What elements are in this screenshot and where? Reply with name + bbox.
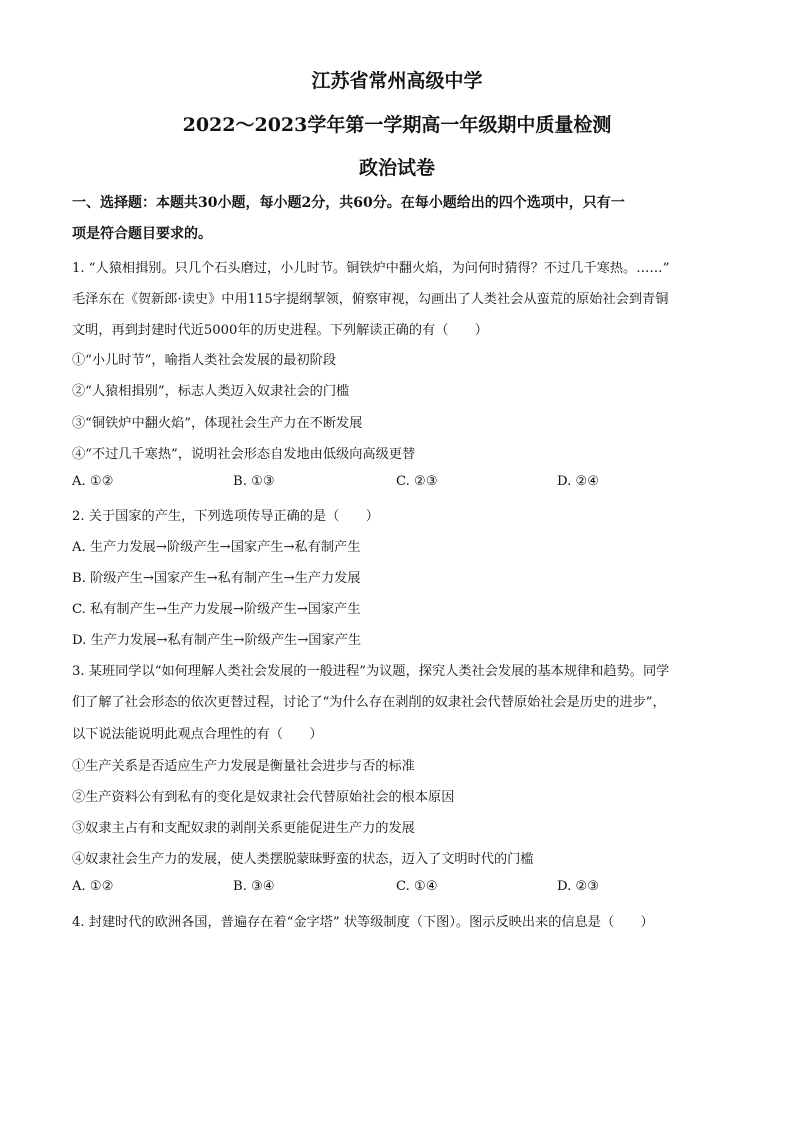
q3-option-d: D. ②③ — [557, 879, 600, 894]
q1-option-a: A. ①② — [72, 474, 114, 489]
q1-option-c: C. ②③ — [396, 474, 438, 489]
q1-stem-line-3: 文明，再到封建时代近5000年的历史进程。下列解读正确的有（ ） — [72, 323, 488, 338]
q1-stem-line-2: 毛泽东在《贺新郎·读史》中用115字提纲挈领，俯察审视，勾画出了人类社会从蛮荒的原始社会到青铜 — [72, 292, 669, 307]
q3-stem-line-3: 以下说法能说明此观点合理性的有（ ） — [72, 727, 323, 742]
q3-stem-line-1: 3. 某班同学以“如何理解人类社会发展的一般进程”为议题，探究人类社会发展的基本规律和趋势。同学 — [72, 664, 670, 679]
q1-statement-3: ③“铜铁炉中翻火焰”，体现社会生产力在不断发展 — [72, 416, 363, 431]
q2-option-c: C. 私有制产生→生产力发展→阶级产生→国家产生 — [72, 602, 361, 617]
section-instruction-line-2: 项是符合题目要求的。 — [72, 226, 212, 242]
q3-statement-1: ①生产关系是否适应生产力发展是衡量社会进步与否的标准 — [72, 759, 415, 774]
school-title: 江苏省常州高级中学 — [311, 70, 483, 92]
q3-statement-2: ②生产资料公有到私有的变化是奴隶社会代替原始社会的根本原因 — [72, 790, 455, 805]
q3-statement-4: ④奴隶社会生产力的发展，使人类摆脱蒙昧野蛮的状态，迈入了文明时代的门槛 — [72, 852, 534, 867]
q2-stem: 2. 关于国家的产生，下列选项传导正确的是（ ） — [72, 509, 379, 524]
q1-statement-4: ④“不过几千寒热”，说明社会形态自发地由低级向高级更替 — [72, 447, 416, 462]
q3-option-c: C. ①④ — [396, 879, 438, 894]
q3-option-b: B. ③④ — [233, 879, 275, 894]
q4-stem: 4. 封建时代的欧洲各国，普遍存在着“金字塔” 状等级制度（下图）。图示反映出来的信息是（ ） — [72, 915, 654, 930]
q1-stem-line-1: 1. “人猿相揖别。只几个石头磨过，小儿时节。铜铁炉中翻火焰，为问何时猜得？不过几千寒热。……” — [72, 261, 670, 276]
exam-title: 2022～2023学年第一学期高一年级期中质量检测 — [182, 114, 612, 136]
q3-statement-3: ③奴隶主占有和支配奴隶的剥削关系更能促进生产力的发展 — [72, 821, 415, 836]
q2-option-b: B. 阶级产生→国家产生→私有制产生→生产力发展 — [72, 571, 361, 586]
q1-statement-1: ①“小儿时节”，喻指人类社会发展的最初阶段 — [72, 353, 337, 368]
q3-stem-line-2: 们了解了社会形态的依次更替过程，讨论了“为什么存在剥削的奴隶社会代替原始社会是历史的进步”， — [72, 695, 666, 710]
q1-option-d: D. ②④ — [557, 474, 600, 489]
q1-statement-2: ②“人猿相揖别”，标志人类迈入奴隶社会的门槛 — [72, 384, 350, 399]
section-instruction-line-1: 一、选择题：本题共30小题，每小题2分，共60分。在每小题给出的四个选项中，只有一 — [72, 195, 625, 211]
subject-title: 政治试卷 — [358, 157, 435, 179]
q2-option-a: A. 生产力发展→阶级产生→国家产生→私有制产生 — [72, 540, 361, 555]
q1-option-b: B. ①③ — [233, 474, 275, 489]
q3-option-a: A. ①② — [72, 879, 114, 894]
q2-option-d: D. 生产力发展→私有制产生→阶级产生→国家产生 — [72, 633, 362, 648]
